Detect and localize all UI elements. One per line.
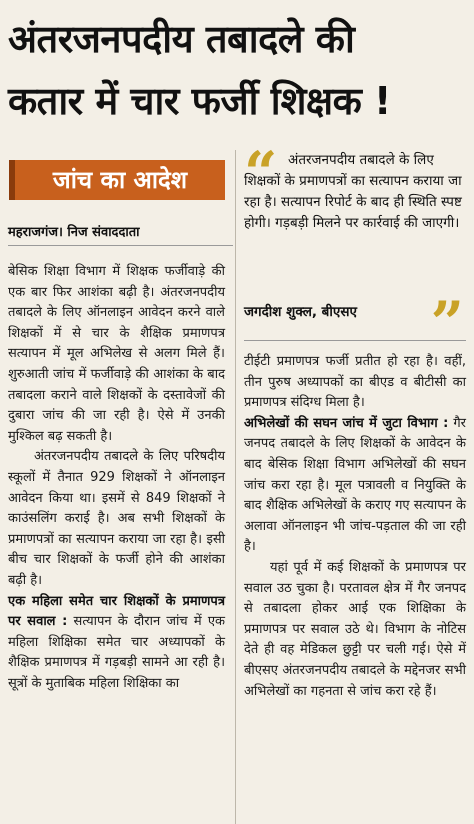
article-paragraph: यहां पूर्व में कई शिक्षकों के प्रमाणपत्र पर सवाल उठ चुका है। परतावल क्षेत्र में गैर जनपद से तबादला होकर आई एक शिक्षिका के प्रमाणपत्र पर सवाल उठे थे। विभाग के नोटिस देते ही वह मेडिकल छुट्टी पर चली गई। ऐसे में बीएसए अंतरजनपदीय तबादले के मद्देनजर सभी अभिलेखों का गहनता से जांच करा रहे हैं। xyxy=(244,559,466,699)
article-paragraph xyxy=(8,592,225,695)
article-paragraph xyxy=(244,414,466,558)
byline: महराजगंज। निज संवाददाता xyxy=(8,225,140,240)
pull-quote-text: अंतरजनपदीय तबादले के लिए शिक्षकों के प्रमाणपत्रों का सत्यापन कराया जा रहा है। सत्यापन रिपोर्ट के बाद ही स्थिति स्पष्ट होगी। गड़बड़ी मिलने पर कार्रवाई की जाएगी। xyxy=(244,152,462,231)
pull-quote xyxy=(244,139,466,357)
article-column-left xyxy=(8,262,225,694)
article-paragraph: अंतरजनपदीय तबादले के लिए परिषदीय स्कूलों में तैनात 929 शिक्षकों ने ऑनलाइन आवेदन किया था। इसमें से 849 शिक्षकों ने काउंसलिंग कराई है। अब सभी शिक्षकों के प्रमाणपत्रों का सत्यापन कराया जा रहा है। इसी बीच चार शिक्षकों के फर्जी होने की आशंका बढ़ी है। xyxy=(8,449,225,588)
article-paragraph: बेसिक शिक्षा विभाग में शिक्षक फर्जीवाड़े की एक बार फिर आशंका बढ़ी है। अंतरजनपदीय तबादले के लिए ऑनलाइन आवेदन करने वाले शिक्षकों में से चार के शैक्षिक प्रमाणपत्र सत्यापन में मूल अभिलेख से अलग मिले हैं। शुरुआती जांच में फर्जीवाड़े की आशंका के बाद तबादला कराने वाले शिक्षकों के दस्तावेजों की दुबारा जांच की जा रही है। ऐसे में उनकी मुश्किल बढ़ सकती है। xyxy=(8,264,225,444)
article-paragraph: टीईटी प्रमाणपत्र फर्जी प्रतीत हो रहा है। वहीं, तीन पुरुष अध्यापकों का बीएड व बीटीसी का प्रमाणपत्र संदिग्ध मिला है। xyxy=(244,354,466,411)
article-text: सत्यापन के दौरान जांच में एक महिला शिक्षिका समेत चार अध्यापकों के शैक्षिक प्रमाणपत्र में गड़बड़ी सामने आ रही है। सूत्रों के मुताबिक महिला शिक्षिका का xyxy=(8,614,226,691)
headline-line-2: कतार में चार फर्जी शिक्षक ! xyxy=(8,79,391,123)
section-tag: जांच का आदेश xyxy=(9,160,225,200)
pull-quote-author: जगदीश शुक्ल, बीएसए xyxy=(244,304,357,320)
column-divider xyxy=(235,150,236,824)
sub-heading: एक महिला समेत चार शिक्षकों के प्रमाणपत्र पर सवाल : xyxy=(8,593,225,630)
headline xyxy=(8,8,468,132)
sub-heading: अभिलेखों की सघन जांच में जुटा विभाग : xyxy=(244,415,449,431)
close-quote-icon: ” xyxy=(430,289,464,357)
headline-line-1: अंतरजनपदीय तबादले की xyxy=(8,17,355,61)
article-text: गैर जनपद तबादले के लिए शिक्षकों के आवेदन के बाद बेसिक शिक्षा विभाग अभिलेखों की सघन जांच करा रहा है। मूल पत्रावली व नियुक्ति के बाद शैक्षिक अभिलेखों के कराए गए सत्यापन के अलावा ऑनलाइन भी जांच-पड़ताल की जा रही है। xyxy=(244,415,466,555)
article-column-right xyxy=(244,352,466,702)
open-quote-icon: “ xyxy=(244,139,278,207)
byline-divider xyxy=(8,245,233,246)
